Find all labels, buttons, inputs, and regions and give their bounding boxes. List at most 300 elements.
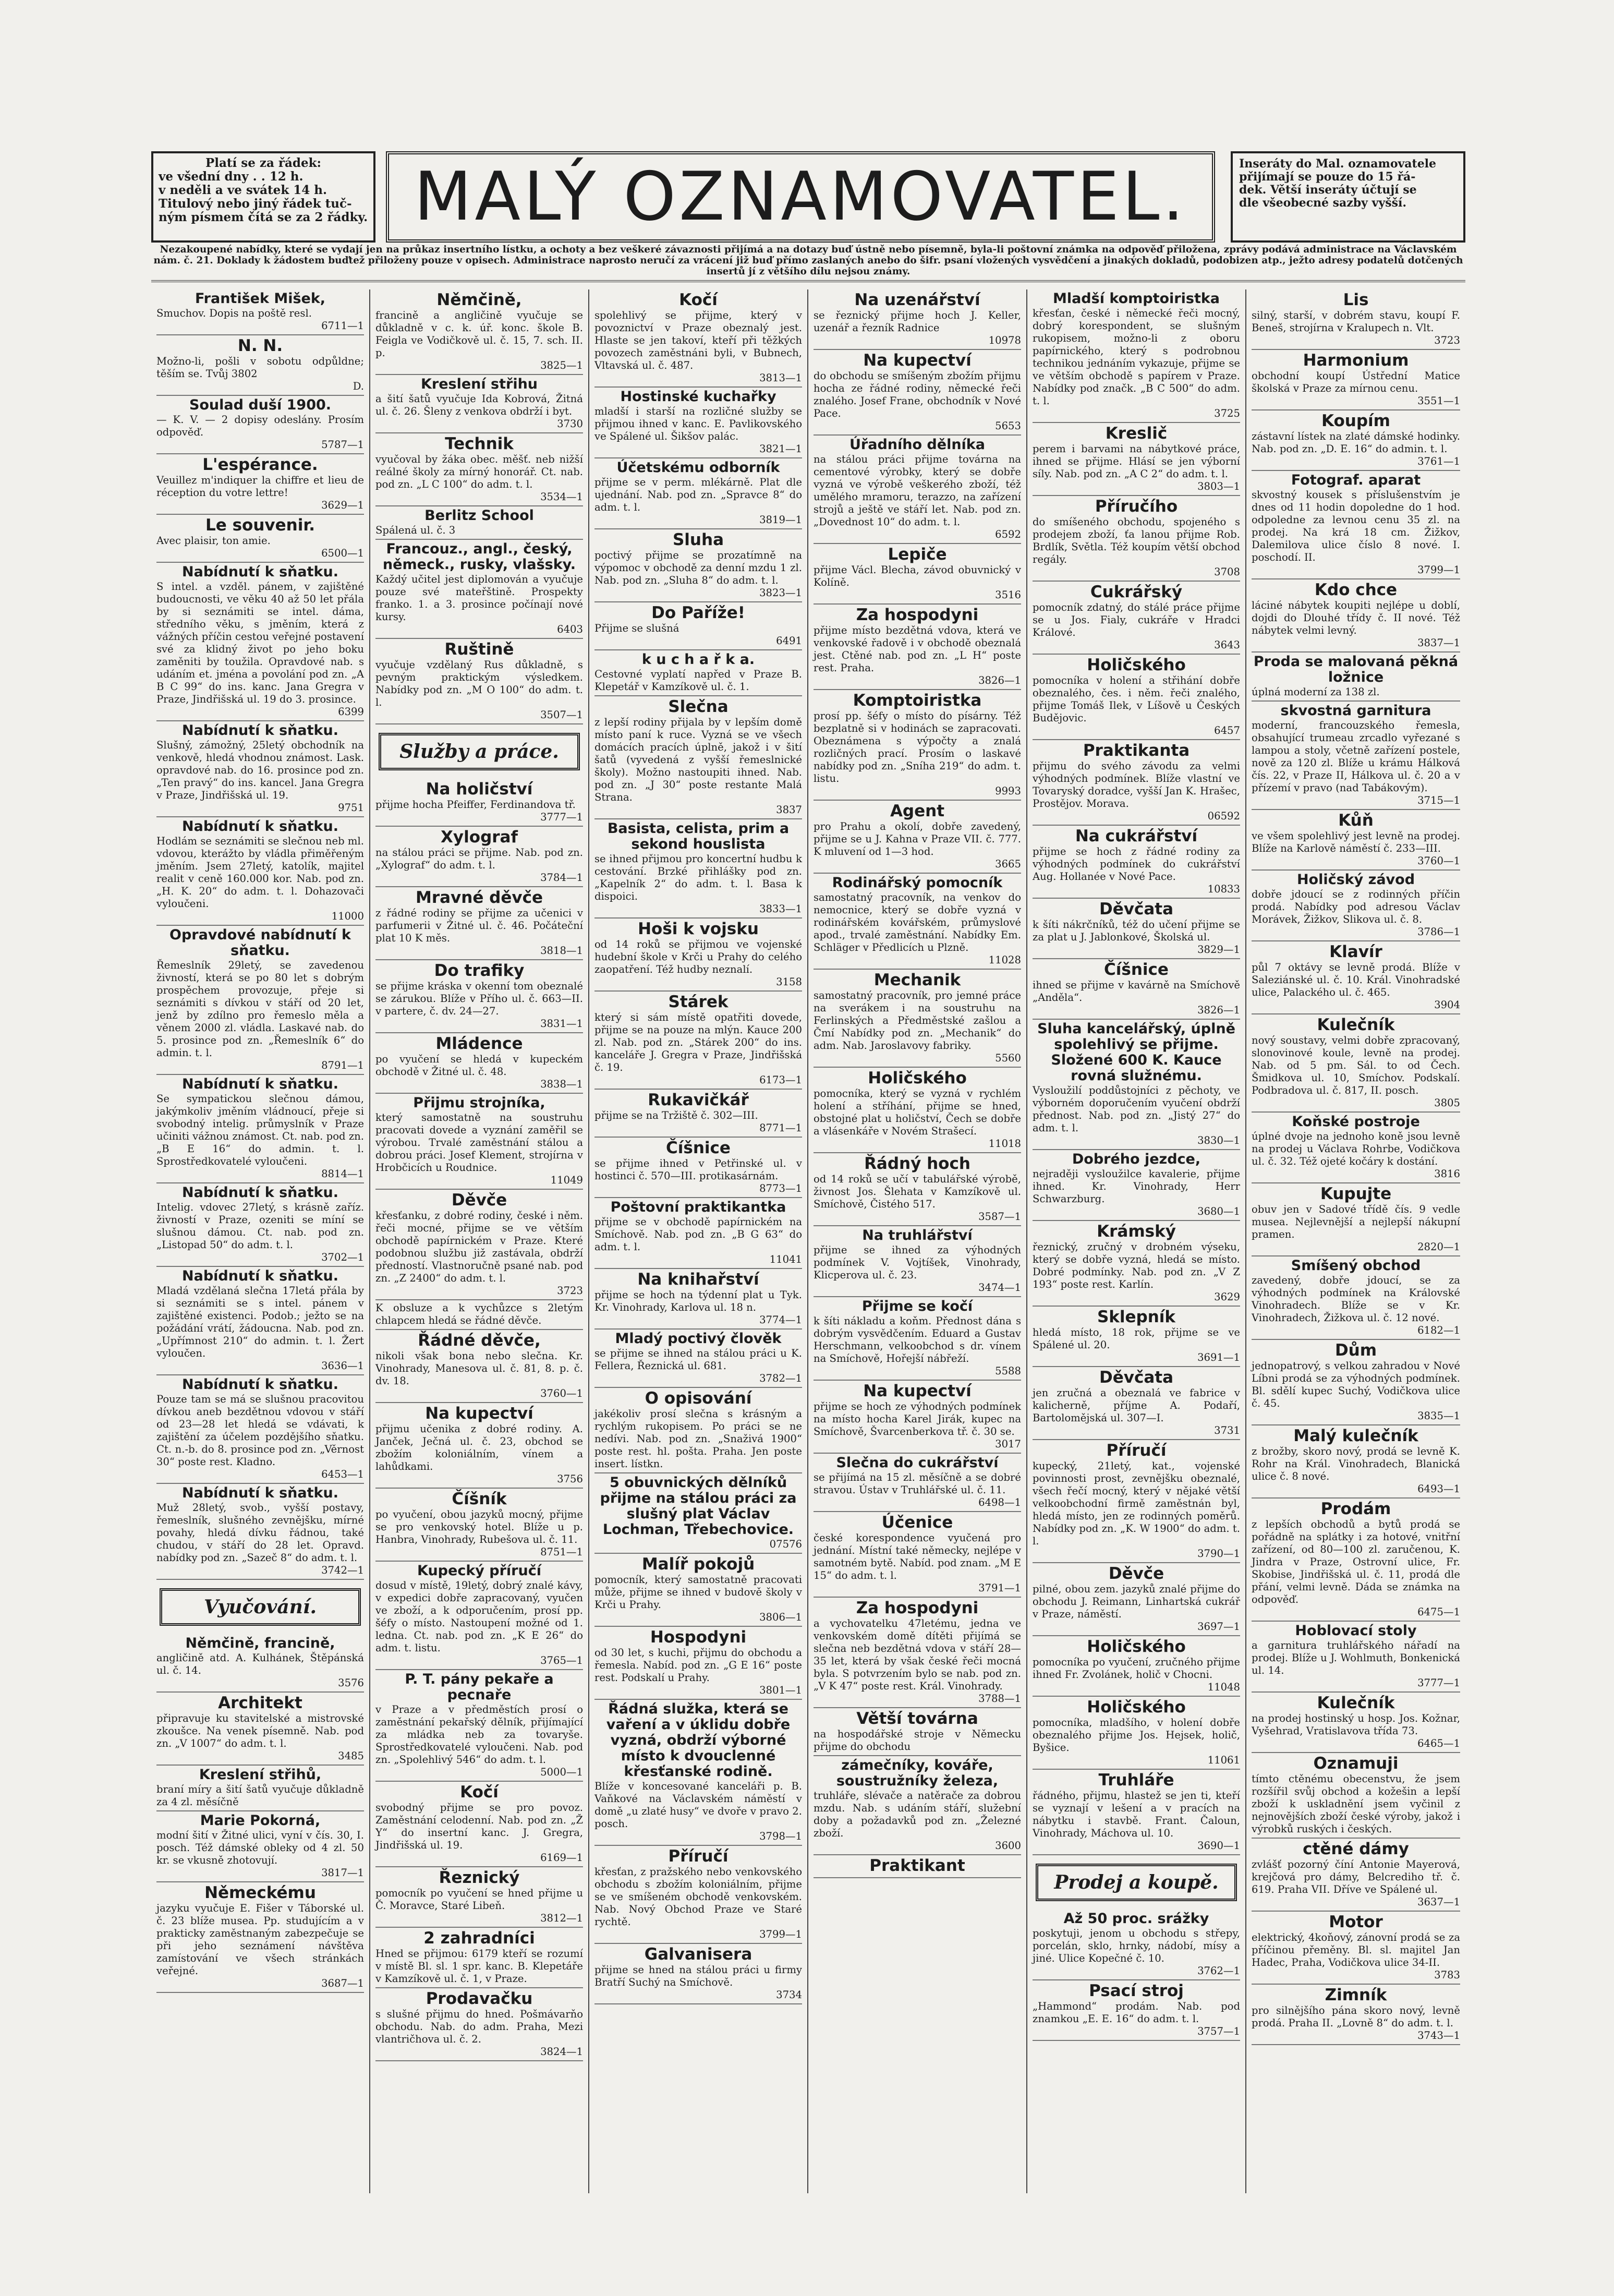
ad-columns <box>151 289 1465 2193</box>
ad-heading: Prodám <box>1320 1500 1391 1518</box>
ad-text: obuv jen v Sadové třídě čís. 9 vedle musea. Nejlevnější a nejlepší nákupní pramen. <box>1252 1203 1460 1240</box>
ad-text: Muž 28letý, svob., vyšší postavy, řemeslník, slušného zevnějšku, mírné povahy, hledá dívku řádnou, také chudou, v stáří do 28 let. Opravd. nabídky pod zn. „Sazeč 8“ do adm. t. l. <box>156 1502 364 1564</box>
ad-heading: Nabídnutí k sňatku. <box>182 1268 338 1284</box>
ad-code: D. <box>353 380 364 392</box>
ad-code: 3761—1 <box>1417 455 1460 467</box>
ad-text: Pouze tam se má se slušnou pracovitou dívkou aneb bezdětnou vdovou v stáří od 23—28 let hledá se vdávati, k zajištění za účelem pozdějšího sňatku. Ct. n.-b. do 8. prosince pod zn. „Věrnost 30“ poste rest. Kladno. <box>156 1393 364 1468</box>
ad-heading: Úřadního dělníka <box>850 437 985 453</box>
classified-ad <box>375 289 583 375</box>
ad-code: 3774—1 <box>759 1314 802 1326</box>
ad-heading: Za hospodyni <box>856 606 979 624</box>
ad-code: 3743—1 <box>1417 2029 1460 2041</box>
ad-heading: Hoši k vojsku <box>638 920 759 938</box>
ad-text: Hodlám se seznámiti se slečnou neb ml. vdovou, kterážto by vládla přiměřeným jměním. Jsem 27letý, katolík, majitel realit v ceně 160.000 kor. Nab. pod zn. „H. K. 20“ do adm. t. l. Dohazovači vyloučeni. <box>156 835 364 910</box>
ad-code: 3784—1 <box>540 872 583 884</box>
classified-ad <box>1033 826 1240 899</box>
ad-code: 3715—1 <box>1417 794 1460 806</box>
classified-ad <box>375 1988 583 2061</box>
classified-ad <box>594 602 802 650</box>
ad-text: přijme se hned na stálou práci u firmy Bratří Suchý na Smíchově. <box>594 1964 802 1988</box>
ad-text: braní míry a šití šatů vyučuje důkladně za 4 zl. měsíčně <box>156 1783 364 1808</box>
ad-heading: Prodavačku <box>426 1989 533 2008</box>
ad-text: dobře jdoucí se z rodinných příčin prodá. Nabídky pod adresou Václav Morávek, Žižkov, Slikova ul. č. 8. <box>1252 888 1460 925</box>
ad-heading: Kdo chce <box>1314 581 1398 599</box>
ad-heading: Berlitz School <box>424 507 534 524</box>
ad-code: 6182—1 <box>1417 1324 1460 1336</box>
classified-ad <box>1033 1697 1240 1770</box>
section-heading: Služby a práce. <box>379 733 580 770</box>
ad-text: se přijme kráska v okenní tom obeznalé se zárukou. Blíže v Přího ul. č. 663—II. v partere, č. dv. 24—27. <box>375 980 583 1017</box>
ad-text: prosí pp. šéfy o místo do písárny. Též bezplatně si v hodinách se zapracovati. Obeznámena s výpočty a znalá rozličných prací. Prosím o laskavé nabídky pod zn. „Sníha 219“ do adm. t. listu. <box>814 710 1021 784</box>
classified-ad <box>594 819 802 919</box>
ad-code: 3812—1 <box>540 1912 583 1924</box>
ad-code: 9993 <box>995 785 1021 797</box>
classified-ad <box>375 960 583 1033</box>
ad-heading: Kočí <box>679 291 718 309</box>
classified-ad <box>375 1033 583 1094</box>
ad-code: 5000—1 <box>540 1766 583 1778</box>
ad-text: Hned se přijmou: 6179 kteří se rozumí v místě Bl. sl. 1 spr. kanc. B. Klepetáře v Kamzíkově ul. č. 1, v Praze. <box>375 1948 583 1985</box>
ad-heading: Cukrářský <box>1090 583 1183 601</box>
ad-code: 3643 <box>1214 639 1240 651</box>
ad-text: láciné nábytek koupiti nejlépe u doblí, dojdi do Dlouhé třídy č. II nové. Též nábytek velmi levný. <box>1252 599 1460 636</box>
classified-ad <box>156 817 364 926</box>
ad-text: zvlášť pozorný číní Antonie Mayerová, krejčová pro dámy, Belcrediho tř. č. 619. Praha VII. Dříve ve Spálené ul. <box>1252 1858 1460 1895</box>
ad-code: 6500—1 <box>321 547 364 559</box>
ad-text: ihned se přijme v kavárně na Smíchově „Anděla“. <box>1033 979 1240 1004</box>
ad-code: 3636—1 <box>321 1360 364 1372</box>
ad-text: svobodný přijme se pro povoz. Zaměstnání celodenní. Nab. pod zn. „Ž Y“ do insertní kanc. J. Gregra, Jindřišská ul. 19. <box>375 1802 583 1851</box>
ad-heading: 5 obuvnických dělníků přijme na stálou práci za slušný plat Václav Lochman, Třebechovice. <box>600 1475 797 1538</box>
ad-text: moderní, francouzského řemesla, obsahující trumeau zrcadlo vyřezané s lampou a stoly, včetně zařízení postele, nově za 120 zl. Blíže u krámu Hálková čís. 22, v Praze II, Hálkova ul. č. 20 a v přízemí v pravo (nad Tabákovým). <box>1252 719 1460 794</box>
ad-text: angličině atd. A. Kulhánek, Štěpánská ul. č. 14. <box>156 1652 364 1676</box>
ad-heading: Řádný hoch <box>864 1154 970 1173</box>
ad-code: 8773—1 <box>759 1182 802 1194</box>
ad-text: z lepší rodiny přijala by v lepším domě místo paní k ruce. Vyzná se ve všech domácích pracích úplně, jakož i v šití šatů (vyvedená z vyšší řemeslnické školy). Možno nastoupiti ihned. Nab. pod zn. „J 30“ poste restante Malá Strana. <box>594 716 802 803</box>
classified-ad <box>1252 1622 1460 1693</box>
rules-line: dek. Větší inseráty účtují se <box>1239 183 1417 197</box>
ad-code: 3742—1 <box>321 1564 364 1576</box>
ad-text: modní šití v Žitné ulici, vyní v čís. 30, I. posch. Též dámské obleky od 4 zl. 50 kr. se vkusně zhotovují. <box>156 1829 364 1866</box>
classified-ad <box>594 1330 802 1388</box>
ad-text: skvostný kousek s příslušenstvím je dnes od 11 hodin dopoledne do 1 hod. odpoledne za levnou cenu 35 zl. na prodej. Na krá 18 cm. Žižkov, Dalemilova ulice číslo 8 nové. I. poschodí. II. <box>1252 489 1460 563</box>
classified-ad <box>156 1183 364 1267</box>
classified-ad <box>814 289 1021 350</box>
ad-code: 3576 <box>338 1677 364 1689</box>
ad-heading: Mládence <box>435 1034 523 1053</box>
ad-code: 3474—1 <box>978 1282 1021 1294</box>
ad-code: 8771—1 <box>759 1122 802 1134</box>
ad-code: 3798—1 <box>759 1830 802 1842</box>
classified-ad <box>1033 1910 1240 1980</box>
classified-ad <box>1033 1980 1240 2041</box>
ad-code: 6403 <box>557 623 583 635</box>
ad-text: jazyku vyučuje E. Fišer v Táborské ul. č. 23 blíže musea. Pp. studujícím a v prakticky zaměstnaným zabezpečuje se při jeho seznámení návštěva zamístování ve všech stránkách veřejné. <box>156 1902 364 1977</box>
ad-heading: Kreslení střihu <box>420 376 538 392</box>
classified-ad <box>1252 1014 1460 1113</box>
ad-code: 3687—1 <box>321 1977 364 1989</box>
classified-ad <box>814 874 1021 970</box>
ad-code: 6475—1 <box>1417 1606 1460 1618</box>
ad-code: 3665 <box>995 858 1021 870</box>
ad-text: z řádné rodiny se přijme za učenici v parfumerii v Žitné ul. č. 46. Počáteční plat 10 K měs. <box>375 907 583 944</box>
ad-code: 3723 <box>557 1285 583 1297</box>
classified-ad <box>594 529 802 602</box>
classified-ad <box>375 1489 583 1562</box>
ad-code: 5787—1 <box>321 439 364 451</box>
ad-heading: Komptoiristka <box>853 691 982 710</box>
ad-heading: Řádná služka, která se vaření a v úklidu dobře vyzná, obdrží výborné místo k dvouclenné křesťanské rodině. <box>606 1701 791 1780</box>
ad-heading: Na cukrářství <box>1075 827 1198 845</box>
ad-text: se přijímá na 15 zl. měsíčně a se dobré stravou. Ústav v Truhlářské ul. č. 11. <box>814 1471 1021 1496</box>
ad-text: zástavní lístek na zlaté dámské hodinky. Nab. pod zn. „D. E. 16“ do admin. t. l. <box>1252 430 1460 455</box>
classified-ad <box>156 1267 364 1375</box>
ad-text: mladší i starší na rozličné služby se přijmou ihned v kanc. E. Pavlikovského ve Spálené ul. Šikšov palác. <box>594 405 802 442</box>
ad-heading: Proda se malovaná pěkná ložnice <box>1253 654 1459 685</box>
ad-text: přijme se hoch na týdenní plat u Tyk. Kr. Vinohrady, Karlova ul. 18 n. <box>594 1289 802 1313</box>
ad-text: který samostatně na soustruhu pracovati dovede a vyznání zaměřil se výrobou. Trvalé zaměstnání stálou a dobrou práci. Josef Klement, strojírna v Hrobčicích u Roudnice. <box>375 1111 583 1174</box>
ad-text: s slušné přijmu do hned. Pošmávarňo obchodu. Nab. do adm. Praha, Mezi vlantričhova ul. č. 2. <box>375 2008 583 2045</box>
ad-heading: zámečníky, kováře, soustružníky železa, <box>836 1757 999 1789</box>
ad-heading: Němčině, <box>436 291 522 309</box>
classified-ad <box>1033 1440 1240 1563</box>
classified-ad <box>1252 810 1460 871</box>
classified-ad <box>1033 1150 1240 1221</box>
ad-code: 3782—1 <box>759 1372 802 1384</box>
ad-text: Spálená ul. č. 3 <box>375 524 456 536</box>
ad-code: 07576 <box>769 1538 802 1550</box>
classified-ad <box>814 1512 1021 1598</box>
ad-heading: Agent <box>890 802 945 820</box>
ad-text: od 30 let, s kuchi, přijmu do obchodu a řemesla. Nabíd. pod zn. „G E 16“ poste rest. Podskalí u Prahy. <box>594 1647 802 1684</box>
classified-ad <box>814 436 1021 544</box>
classified-ad <box>375 433 583 506</box>
ad-heading: ctěné dámy <box>1303 1840 1409 1858</box>
classifieds-header <box>151 151 1465 282</box>
ad-code: 3824—1 <box>540 2046 583 2058</box>
classified-ad <box>814 690 1021 801</box>
ad-heading: Německému <box>204 1883 316 1902</box>
ad-text: přijme hocha Pfeiffer, Ferdinandova tř. <box>375 799 576 811</box>
ad-text: se řeznický přijme hoch J. Keller, uzenář a řezník Radnice <box>814 309 1021 334</box>
ad-code: 3833—1 <box>759 903 802 915</box>
ad-text: pilné, obou zem. jazyků znalé přijme do obchodu J. Reimann, Linhartská cukrář v Praze, náměstí. <box>1033 1583 1240 1620</box>
ad-heading: Lepiče <box>888 545 947 564</box>
ad-heading: Le souvenir. <box>205 516 315 535</box>
ad-code: 3637—1 <box>1417 1896 1460 1908</box>
classified-ad <box>1252 289 1460 350</box>
ad-code: 3485 <box>338 1750 364 1762</box>
classified-ad <box>156 721 364 817</box>
ad-text: poskytuji, jenom u obchodu s střepy, porcelán, sklo, hrnky, nádobí, mísy a jiné. Ulice Kopečné č. 10. <box>1033 1927 1240 1964</box>
classified-ad <box>1252 1256 1460 1340</box>
classified-ad <box>375 1300 583 1330</box>
ad-code: 8814—1 <box>321 1168 364 1180</box>
ad-code: 3799—1 <box>1417 564 1460 576</box>
ad-code: 06592 <box>1207 810 1240 822</box>
ad-text: od 14 roků se učí v tabulářské výrobě, živnost Jos. Šlehata v Kamzíkově ul. Smíchově, Čistého 517. <box>814 1173 1021 1210</box>
ad-text: se přijme se ihned na stálou práci u K. Fellera, Řeznická ul. 681. <box>594 1347 802 1372</box>
ad-text: připravuje ku stavitelské a mistrovské zkoušce. Na venek písemně. Nab. pod zn. „V 1007“ do adm. t. l. <box>156 1712 364 1749</box>
ad-code: 11028 <box>988 954 1021 966</box>
ad-text: truhláře, slévače a natěrače za dobrou mzdu. Nab. s udáním stáří, služební doby a požadavků pod zn. „Železné zboží. <box>814 1790 1021 1839</box>
ad-heading: Praktikant <box>869 1856 965 1875</box>
classified-ad <box>156 454 364 515</box>
ad-text: a šití šatů vyučuje Ida Kobrová, Žitná ul. č. 26. Šleny z venkova obdrží i byt. <box>375 393 583 417</box>
ad-heading: Děvče <box>451 1191 507 1210</box>
ad-text: a garnitura truhlářského nářadí na prodej. Blíže u J. Wohlmuth, Bonkenická ul. 14. <box>1252 1639 1460 1676</box>
ad-code: 3629 <box>1214 1291 1240 1303</box>
ad-text: perem i barvami na nábytkové práce, ihned se přijme. Hlásí se jen výborní síly. Nab. pod zn. „A C 2“ do adm. t. l. <box>1033 443 1240 480</box>
classified-ad <box>1252 871 1460 941</box>
ad-text: přijme se ihned za výhodných podmínek V. Vojtíšek, Vinohrady, Klicperova ul. č. 23. <box>814 1244 1021 1281</box>
pricing-line: Titulový nebo jiný řádek tuč- <box>159 197 352 211</box>
ad-code: 11000 <box>331 910 364 922</box>
ad-heading: Klavír <box>1329 942 1382 961</box>
ad-code: 3783 <box>1434 1969 1460 1981</box>
ad-code: 3904 <box>1434 999 1460 1011</box>
ad-heading: Koňské postroje <box>1292 1114 1420 1130</box>
ad-text: do obchodu se smíšeným zbožím přijmu hocha ze řádné rodiny, německé řeči znalého. Josef Frane, obchodník v Nové Pace. <box>814 370 1021 419</box>
ad-heading: Kočí <box>460 1783 499 1802</box>
ad-heading: Holičského <box>1087 1637 1186 1656</box>
classified-ad <box>594 1198 802 1269</box>
classified-ad <box>1033 899 1240 959</box>
classified-ad <box>156 1693 364 1766</box>
classified-ad <box>814 970 1021 1068</box>
ad-heading: Galvanisera <box>644 1945 753 1964</box>
rules-line: Inseráty do Mal. oznamovatele <box>1239 157 1437 171</box>
ad-text: na prodej hostinský u hosp. Jos. Kožnar, Vyšehrad, Vratislavova třída 73. <box>1252 1712 1460 1737</box>
ad-heading: Nabídnutí k sňatku. <box>182 818 338 835</box>
ad-code: 3757—1 <box>1197 2025 1240 2037</box>
classified-ad <box>1033 1307 1240 1367</box>
ad-heading: Na kupectví <box>863 351 972 370</box>
pricing-line: v neděli a ve svátek 14 h. <box>159 183 327 197</box>
administration-note: Nezakoupené nabídky, které se vydají jen na průkaz insertního lístku, a ochoty a bez veškeré závaznosti přijímá a na dotazy buď ústně nebo písemně, byla-li poštovní známka na odpověď přiložena, zprávy podává administrace na Václavském nám. č. 21. Doklady k žádostem buďtež přiloženy pouze v opisech. Administrace naprosto neručí za vrácení již buď přímo zaslaných anebo do šifr. psaní vložených vysvědčení a jinakých dokladů, podobizen atp., ježto adresy podatelů dotčených insertů jí z většího dílu nejsou známy. <box>151 244 1465 282</box>
ad-heading: Kreslič <box>1105 424 1168 443</box>
ad-heading: Na knihařství <box>637 1270 759 1289</box>
ad-heading: Číšnice <box>1104 960 1169 979</box>
ad-heading: Nabídnutí k sňatku. <box>182 1485 338 1501</box>
ad-text: francině a angličině vyučuje se důkladně v c. k. úř. konc. škole B. Feigla ve Vodičkově ul. č. 15, 7. sch. II. p. <box>375 309 583 359</box>
ad-heading: Číšník <box>452 1490 507 1508</box>
ad-code: 6399 <box>338 706 364 718</box>
classified-ad <box>156 563 364 721</box>
ad-text: samostatný pracovník, na venkov do nemocnice, který se dobře vyzná v rodinářském kovářském, průmyslové apod., trvalé zaměstnání. Nabídky Em. Schläger v Předlicích u Plzně. <box>814 891 1021 953</box>
ad-code: 3791—1 <box>978 1582 1021 1594</box>
classified-ad <box>156 1075 364 1183</box>
ad-heading: Na holičství <box>426 780 533 799</box>
ad-heading: Kupecký příručí <box>417 1563 541 1579</box>
ad-code: 3697—1 <box>1197 1621 1240 1633</box>
classified-ad <box>156 289 364 335</box>
classified-ad <box>1252 1425 1460 1499</box>
ad-text: přijme místo bezdětná vdova, která ve venkovské řadově i v obchodě obeznalá jest. Ctěné nab. pod zn. „L H“ poste rest. Praha. <box>814 624 1021 674</box>
ad-code: 10833 <box>1207 883 1240 895</box>
ad-heading: Do Paříže! <box>651 603 745 622</box>
ad-text: úplná moderní za 138 zl. <box>1252 686 1380 698</box>
ad-code: 10978 <box>988 334 1021 346</box>
ad-code: 3813—1 <box>759 372 802 384</box>
ad-text: Intelig. vdovec 27letý, s krásně zaříz. živností v Praze, ozeniti se míní se slušnou dámou. Ct. nab. pod zn. „Listopad 50“ do adm. t. l. <box>156 1201 364 1251</box>
ad-text: křesťan, z pražského nebo venkovského obchodu s zbožím koloniálním, přijme se ve smíšeném obchodě venkovském. Nab. Nový Obchod Praze ve Staré rychtě. <box>594 1866 802 1928</box>
classified-ad <box>594 1846 802 1944</box>
classified-ad <box>594 1269 802 1330</box>
classified-ad <box>1252 1912 1460 1985</box>
classified-ad <box>156 926 364 1075</box>
ad-code: 3708 <box>1214 566 1240 578</box>
ad-text: a vychovatelku 47letému, jedna ve venkovském domě dítěti přijímá se slečna neb bezdětná vdova v stáří 28—35 let, která by však české řeči mocná byla. S potvrzením bylo se nab. pod zn. „V K 47“ poste rest. Král. Vinohrady. <box>814 1617 1021 1692</box>
ad-code: 3816 <box>1434 1168 1460 1180</box>
ad-heading: Účetskému odborník <box>616 460 780 476</box>
ad-text: po vyučení se hledá v kupeckém obchodě v Žitné ul. č. 48. <box>375 1053 583 1078</box>
classified-ad <box>594 1627 802 1700</box>
ad-heading: Psací stroj <box>1089 1981 1184 2000</box>
ad-heading: Účenice <box>881 1513 953 1532</box>
classified-ad <box>1033 289 1240 423</box>
ad-text: Cestovné vyplatí napřed v Praze B. Klepetář v Kamzíkově ul. č. 1. <box>594 668 802 693</box>
classified-ad <box>1033 423 1240 496</box>
ad-code: 3777—1 <box>1417 1677 1460 1689</box>
ad-heading: Stárek <box>668 993 729 1011</box>
classified-ad <box>375 779 583 827</box>
ad-code: 3819—1 <box>759 514 802 526</box>
ad-heading: Marie Pokorná, <box>200 1812 321 1829</box>
ad-text: na stálou práci přijme továrna na cementové výrobky, který se dobře vyzná ve výrobě veškerého zboží, též umělého mramoru, terazzo, na zařízení strojů a ještě ve stáří let. Nab. pod zn. „Dovednost 10“ do adm. t. l. <box>814 453 1021 528</box>
ad-text: pomocník, který samostatně pracovati může, přijme se ihned v budově školy v Krči u Prahy. <box>594 1574 802 1611</box>
ad-code: 3838—1 <box>540 1078 583 1090</box>
classified-ad <box>1252 1499 1460 1622</box>
ad-code: 3762—1 <box>1197 1965 1240 1977</box>
section-heading: Prodej a koupě. <box>1036 1864 1237 1901</box>
ad-text: z lepších obchodů a bytů prodá se pořádně na splátky i za hotové, vnitřní zařízení, od 80—100 zl. zaručenou, K. Jindra v Praze, Ostrovní ulice, Fr. Skobise, Jindřišská ul. č. 11, prodá dle přání, velmi levně. Dáda se známka na odpověď. <box>1252 1518 1460 1605</box>
ad-heading: Kulečník <box>1317 1016 1395 1034</box>
classified-ad <box>594 388 802 458</box>
ad-text: nový soustavy, velmi dobře zpracovaný, slonovinové koule, levně na prodej. Nab. od 5 pm. Sál. to od Čech. Šmidkova ul. 10, Smíchov. Podskalí. Podbradova ul. č. 817, II. posch. <box>1252 1034 1460 1096</box>
ad-heading: Dobrého jezdce, <box>1072 1151 1201 1167</box>
classified-ad <box>156 1882 364 1993</box>
ad-heading: Přijmu strojníka, <box>413 1095 545 1111</box>
classified-ad <box>1033 582 1240 655</box>
classified-ad <box>1033 1636 1240 1697</box>
ad-heading: Na kupectví <box>863 1382 972 1400</box>
column-6 <box>1246 289 1465 2193</box>
ad-text: pomocníka, který se vyzná v rychlém holení a stříhání, přijme se hned, obstojné plat u holičství, Čech se dobře a vlásenkáře v Novém Strašecí. <box>814 1087 1021 1137</box>
ad-text: poctivý přijme se prozatímně na výpomoc v obchodě za denní mzdu 1 zl. Nab. pod zn. „Sluha 8“ do adm. t. l. <box>594 549 802 586</box>
ad-text: jakékoliv prosí slečna s krásným a rychlým rukopisem. Po práci se ne nedívi. Nab. pod zn. „Snaživá 1900“ poste rest. hl. pošta. Praha. Jen poste insert. lístkn. <box>594 1408 802 1470</box>
ad-code: 5653 <box>995 420 1021 432</box>
ad-text: K obsluze a k vychůzce s 2letým chlapcem hledá se řádné děvče. <box>375 1302 583 1326</box>
classified-ad <box>814 1708 1021 1756</box>
rules-line: přijímají se pouze do 15 řá- <box>1239 170 1416 184</box>
classified-ad <box>156 1811 364 1882</box>
ad-heading: Motor <box>1329 1913 1383 1931</box>
ad-text: od 14 roků se přijmou ve vojenské hudební škole v Krči u Prahy do celého zaopatření. Též hudby neznalí. <box>594 938 802 975</box>
ad-code: 3017 <box>995 1438 1021 1450</box>
classified-ad <box>594 289 802 388</box>
classified-ad <box>1252 652 1460 702</box>
ad-code: 8791—1 <box>321 1059 364 1071</box>
classified-ad <box>814 544 1021 605</box>
ad-code: 3629—1 <box>321 499 364 511</box>
ad-heading: Až 50 proc. srážky <box>1063 1911 1209 1927</box>
classified-ad <box>1252 1753 1460 1839</box>
ad-text: přijme se v perm. mlékárně. Plat dle ujednání. Nab. pod zn. „Spravce 8“ do adm. t. l. <box>594 476 802 513</box>
pricing-line: Platí se za řádek: <box>205 156 322 170</box>
ad-code: 3725 <box>1214 407 1240 419</box>
ad-code: 3806—1 <box>759 1611 802 1623</box>
newspaper-page <box>151 151 1465 2206</box>
ad-code: 3765—1 <box>540 1654 583 1666</box>
classified-ad <box>1252 579 1460 652</box>
ad-heading: skvostná garnitura <box>1280 703 1431 719</box>
ad-heading: k u c h a ř k a. <box>641 651 755 668</box>
ad-text: Slušný, zámožný, 25letý obchodník na venkově, hledá vhodnou známost. Lask. opravdové nab. do 16. prosince pod zn. „Ten pravý“ do ins. kancel. Jana Gregra v Praze, Jindřišská ul. 19. <box>156 739 364 801</box>
ad-code: 3702—1 <box>321 1251 364 1263</box>
ad-text: zavedený, dobře jdoucí, se za výhodných podmínek na Královské Vinohradech. Blíže se v Kr. Vinohradech, Žižkova ul. č. 12 nové. <box>1252 1274 1460 1324</box>
ad-heading: Lis <box>1343 291 1369 309</box>
classified-ad <box>1252 941 1460 1014</box>
classified-ad <box>814 1855 1021 1878</box>
classified-ad <box>594 1700 802 1846</box>
ad-code: 11048 <box>1207 1681 1240 1693</box>
ad-heading: Rukavičkář <box>648 1091 749 1109</box>
classified-ad <box>594 1944 802 2004</box>
ad-heading: Krámský <box>1097 1222 1176 1241</box>
ad-heading: Slečna <box>668 697 729 716</box>
ad-heading: Číšnice <box>666 1139 731 1157</box>
classified-ad <box>1033 959 1240 1020</box>
classified-ad <box>594 1388 802 1473</box>
ad-code: 5588 <box>995 1365 1021 1377</box>
ad-code: 3507—1 <box>540 709 583 721</box>
ad-text: Vysloužilí poddůstojníci z pěchoty, ve výborném doporučením vyučení obdrží přednost. Nab. pod zn. „Jistý 27“ do adm. t. l. <box>1033 1084 1240 1134</box>
ad-heading: Holičského <box>868 1069 967 1087</box>
ad-heading: Nabídnutí k sňatku. <box>182 722 338 739</box>
classified-ad <box>814 1297 1021 1381</box>
ad-code: 3825—1 <box>540 359 583 371</box>
ad-code: 3821—1 <box>759 443 802 455</box>
pricing-line: ným písmem čítá se za 2 řádky. <box>159 210 368 224</box>
ad-heading: Opravdové nabídnutí k sňatku. <box>169 927 351 959</box>
ad-text: Možno-li, pošli v sobotu odpůldne; těším se. Tvůj 3802 <box>156 355 364 380</box>
classified-ad <box>375 1330 583 1403</box>
ad-code: 3760—1 <box>540 1387 583 1399</box>
ad-code: 3799—1 <box>759 1928 802 1940</box>
ad-heading: Praktikanta <box>1083 741 1190 760</box>
classified-ad <box>594 650 802 696</box>
classified-ad <box>814 1153 1021 1226</box>
classified-ad <box>814 801 1021 874</box>
ad-code: 3723 <box>1434 334 1460 346</box>
ad-code: 3823—1 <box>759 587 802 599</box>
ad-heading: Oznamuji <box>1313 1754 1399 1773</box>
ad-heading: Xylograf <box>441 828 518 847</box>
ad-code: 3817—1 <box>321 1867 364 1879</box>
ad-text: S intel. a vzděl. pánem, v zajištěné budoucnosti, ve věku 40 až 50 let přála by si seznámiti se intel. dáma, středního věku, s jměním, která z vážných příčin cestou veřejné postavení své za klidný život po jeho boku zaměniti by toužila. Opravdové nab. s udáním et. jména a povolání pod zn. „A B C 99“ do ins. kanc. Jana Gregra v Praze, Jindřišská ul. 19 do 3. prosince. <box>156 581 364 705</box>
ad-text: z brožby, skoro nový, prodá se levně K. Rohr na Král. Vinohradech, Blanická ulice č. 8 nové. <box>1252 1445 1460 1482</box>
ad-heading: Soulad duší 1900. <box>189 397 332 413</box>
pricing-box <box>151 151 375 243</box>
classified-ad <box>375 827 583 887</box>
ad-code: 6592 <box>995 528 1021 540</box>
ad-heading: Mladý poctivý člověk <box>615 1331 782 1347</box>
classified-ad <box>375 1782 583 1867</box>
ad-heading: Řeznický <box>439 1868 520 1887</box>
ad-code: 2820—1 <box>1417 1241 1460 1253</box>
classified-ad <box>594 1090 802 1138</box>
